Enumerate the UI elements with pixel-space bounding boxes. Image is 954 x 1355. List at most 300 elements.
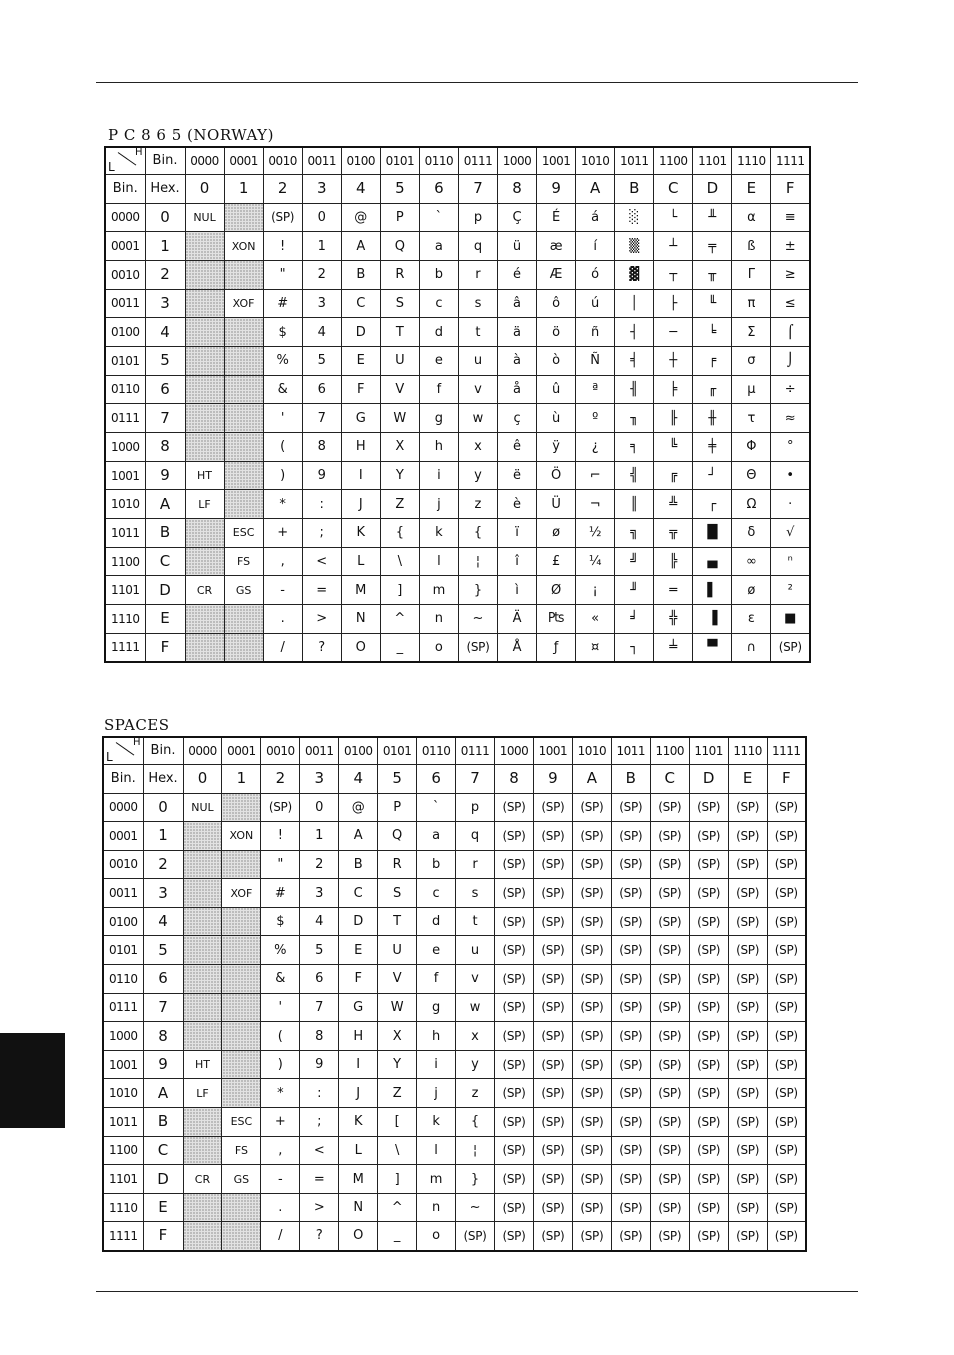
char-cell: ┼ — [654, 346, 693, 375]
char-cell: ╖ — [615, 404, 654, 433]
column-hex-header: 4 — [339, 764, 378, 793]
char-cell: U — [378, 936, 417, 965]
char-cell: (SP) — [533, 993, 572, 1022]
row-bin: 1000 — [103, 1022, 143, 1051]
char-cell: F — [341, 375, 380, 404]
char-cell: l — [419, 547, 458, 576]
char-cell — [222, 1193, 261, 1222]
char-cell: ╓ — [693, 375, 732, 404]
char-cell — [183, 1193, 222, 1222]
char-cell: J — [341, 490, 380, 519]
char-cell: º — [576, 404, 615, 433]
column-bin-header: 1001 — [533, 737, 572, 764]
column-bin-header: 0111 — [456, 737, 495, 764]
column-bin-header: 0010 — [261, 737, 300, 764]
char-cell — [185, 547, 224, 576]
char-cell: / — [263, 633, 302, 662]
char-cell: f — [419, 375, 458, 404]
column-bin-header: 0000 — [185, 147, 224, 174]
char-cell: (SP) — [650, 1165, 689, 1194]
column-hex-header: 1 — [224, 174, 263, 203]
char-cell: / — [261, 1222, 300, 1251]
char-cell: ₧ — [537, 605, 576, 634]
column-hex-header: B — [611, 764, 650, 793]
char-cell: } — [456, 1165, 495, 1194]
char-cell: (SP) — [767, 1193, 806, 1222]
char-cell: # — [261, 879, 300, 908]
column-bin-header: 0101 — [378, 737, 417, 764]
char-cell: % — [261, 936, 300, 965]
row-bin: 0000 — [105, 203, 145, 232]
row-bin-header: Bin. — [103, 764, 143, 793]
char-cell: a — [419, 232, 458, 261]
char-cell: ƒ — [537, 633, 576, 662]
header-bin-label: Bin. — [145, 147, 185, 174]
column-hex-header: 0 — [185, 174, 224, 203]
char-cell: LF — [183, 1079, 222, 1108]
char-cell — [183, 993, 222, 1022]
char-cell: (SP) — [533, 879, 572, 908]
char-cell: (SP) — [767, 907, 806, 936]
char-cell: G — [341, 404, 380, 433]
char-cell: m — [417, 1165, 456, 1194]
char-cell: n — [417, 1193, 456, 1222]
char-cell — [224, 260, 263, 289]
char-cell: (SP) — [533, 850, 572, 879]
char-cell: (SP) — [650, 993, 689, 1022]
row-hex: F — [145, 633, 185, 662]
column-hex-header: 5 — [380, 174, 419, 203]
char-cell: (SP) — [689, 879, 728, 908]
char-cell: ≥ — [771, 260, 810, 289]
column-bin-header: 0011 — [300, 737, 339, 764]
row-hex: C — [143, 1136, 183, 1165]
char-cell: ¬ — [576, 490, 615, 519]
char-cell: Ñ — [576, 346, 615, 375]
char-cell: XON — [222, 822, 261, 851]
char-cell — [224, 375, 263, 404]
char-cell: ■ — [771, 605, 810, 634]
char-cell: (SP) — [728, 850, 767, 879]
char-cell: ▀ — [693, 633, 732, 662]
char-cell: p — [456, 793, 495, 822]
char-cell: ½ — [576, 519, 615, 548]
char-cell: (SP) — [572, 793, 611, 822]
char-cell: (SP) — [767, 822, 806, 851]
char-cell: ≡ — [771, 203, 810, 232]
table-row — [105, 605, 810, 634]
char-cell — [185, 404, 224, 433]
table-row — [103, 1108, 806, 1137]
section-tab — [0, 1033, 65, 1128]
char-cell: Ö — [537, 461, 576, 490]
column-hex-header: F — [771, 174, 810, 203]
char-cell — [224, 433, 263, 462]
char-cell: E — [339, 936, 378, 965]
char-cell: ¡ — [576, 576, 615, 605]
column-bin-header: 1000 — [498, 147, 537, 174]
char-cell: (SP) — [771, 633, 810, 662]
char-cell: ! — [261, 822, 300, 851]
corner-cell — [103, 737, 143, 764]
char-cell: - — [263, 576, 302, 605]
row-bin: 1110 — [105, 605, 145, 634]
char-cell: (SP) — [650, 1050, 689, 1079]
column-hex-header: B — [615, 174, 654, 203]
char-cell: GS — [224, 576, 263, 605]
row-hex: 0 — [143, 793, 183, 822]
char-cell: ░ — [615, 203, 654, 232]
char-cell: (SP) — [650, 850, 689, 879]
char-cell: 6 — [302, 375, 341, 404]
char-cell: (SP) — [533, 1050, 572, 1079]
char-cell: (SP) — [495, 1079, 534, 1108]
char-cell: 5 — [300, 936, 339, 965]
char-cell: @ — [339, 793, 378, 822]
char-cell — [224, 203, 263, 232]
column-hex-header: A — [576, 174, 615, 203]
char-cell — [185, 346, 224, 375]
row-bin: 1011 — [103, 1108, 143, 1137]
char-cell: (SP) — [728, 1136, 767, 1165]
char-cell: ñ — [576, 318, 615, 347]
column-bin-header: 1111 — [767, 737, 806, 764]
column-bin-header: 1010 — [576, 147, 615, 174]
table-row — [105, 404, 810, 433]
header-bin-label: Bin. — [143, 737, 183, 764]
char-cell: (SP) — [767, 1136, 806, 1165]
char-cell: å — [498, 375, 537, 404]
column-bin-header: 0000 — [183, 737, 222, 764]
char-cell: (SP) — [611, 879, 650, 908]
row-bin: 0010 — [103, 850, 143, 879]
char-cell: (SP) — [611, 1165, 650, 1194]
column-bin-header: 1100 — [654, 147, 693, 174]
char-cell — [183, 879, 222, 908]
row-bin: 1111 — [105, 633, 145, 662]
char-cell: (SP) — [767, 879, 806, 908]
char-cell — [183, 907, 222, 936]
char-cell: I — [341, 461, 380, 490]
char-cell: (SP) — [728, 1079, 767, 1108]
column-hex-header: A — [572, 764, 611, 793]
char-cell: ESC — [222, 1108, 261, 1137]
char-cell — [224, 404, 263, 433]
char-cell: b — [417, 850, 456, 879]
char-cell: (SP) — [495, 1165, 534, 1194]
char-cell: ╘ — [693, 318, 732, 347]
char-cell: LF — [185, 490, 224, 519]
char-cell: (SP) — [495, 1193, 534, 1222]
char-cell: ╛ — [615, 605, 654, 634]
column-hex-header: 5 — [378, 764, 417, 793]
char-cell: ≤ — [771, 289, 810, 318]
char-cell: M — [339, 1165, 378, 1194]
char-cell: (SP) — [767, 793, 806, 822]
char-cell: J — [339, 1079, 378, 1108]
char-cell — [183, 822, 222, 851]
row-bin: 0001 — [105, 232, 145, 261]
row-hex: D — [145, 576, 185, 605]
column-bin-header: 0100 — [341, 147, 380, 174]
char-cell: (SP) — [495, 1022, 534, 1051]
char-cell: (SP) — [689, 965, 728, 994]
char-cell: Z — [378, 1079, 417, 1108]
char-cell: (SP) — [495, 936, 534, 965]
char-cell: ▓ — [615, 260, 654, 289]
char-cell: (SP) — [767, 850, 806, 879]
table-row — [103, 850, 806, 879]
row-hex: A — [143, 1079, 183, 1108]
char-cell: ╚ — [654, 433, 693, 462]
char-cell: (SP) — [611, 907, 650, 936]
char-cell: ø — [537, 519, 576, 548]
char-cell: M — [341, 576, 380, 605]
char-cell — [185, 232, 224, 261]
char-cell: ▐ — [693, 605, 732, 634]
char-cell — [224, 490, 263, 519]
char-cell: 4 — [302, 318, 341, 347]
char-cell: Æ — [537, 260, 576, 289]
char-cell — [183, 1136, 222, 1165]
row-bin: 0101 — [105, 346, 145, 375]
char-cell: NUL — [185, 203, 224, 232]
char-cell: f — [417, 965, 456, 994]
char-cell: (SP) — [572, 1165, 611, 1194]
char-cell: Θ — [732, 461, 771, 490]
column-hex-header: 7 — [456, 764, 495, 793]
char-cell: Φ — [732, 433, 771, 462]
char-cell: ╫ — [693, 404, 732, 433]
spaces-table — [102, 736, 807, 1252]
char-cell: ^ — [378, 1193, 417, 1222]
char-cell: (SP) — [572, 879, 611, 908]
char-cell: (SP) — [533, 936, 572, 965]
column-hex-header: 6 — [419, 174, 458, 203]
table-row — [103, 1050, 806, 1079]
char-cell: , — [263, 547, 302, 576]
char-cell: 7 — [300, 993, 339, 1022]
char-cell — [183, 850, 222, 879]
char-cell: (SP) — [689, 1136, 728, 1165]
char-cell: W — [378, 993, 417, 1022]
char-cell: N — [339, 1193, 378, 1222]
table-row — [105, 232, 810, 261]
char-cell: ì — [498, 576, 537, 605]
char-cell: (SP) — [767, 1165, 806, 1194]
char-cell — [222, 850, 261, 879]
char-cell: ∩ — [732, 633, 771, 662]
char-cell: (SP) — [767, 993, 806, 1022]
char-cell: ' — [263, 404, 302, 433]
row-hex: 4 — [145, 318, 185, 347]
char-cell: ä — [498, 318, 537, 347]
column-hex-header: 9 — [533, 764, 572, 793]
char-cell: (SP) — [650, 936, 689, 965]
char-cell: í — [576, 232, 615, 261]
char-cell: ~ — [456, 1193, 495, 1222]
char-cell: ┌ — [693, 490, 732, 519]
char-cell: A — [339, 822, 378, 851]
char-cell: < — [302, 547, 341, 576]
char-cell: (SP) — [611, 1108, 650, 1137]
char-cell — [224, 346, 263, 375]
char-cell: N — [341, 605, 380, 634]
char-cell: (SP) — [533, 793, 572, 822]
char-cell: ÿ — [537, 433, 576, 462]
char-cell: (SP) — [572, 936, 611, 965]
char-cell: ¦ — [458, 547, 497, 576]
table-row — [103, 1136, 806, 1165]
char-cell: ë — [498, 461, 537, 490]
char-cell: (SP) — [728, 1165, 767, 1194]
column-hex-header: 1 — [222, 764, 261, 793]
char-cell: C — [339, 879, 378, 908]
char-cell: (SP) — [728, 822, 767, 851]
row-hex-header: Hex. — [145, 174, 185, 203]
char-cell: u — [458, 346, 497, 375]
char-cell: (SP) — [728, 965, 767, 994]
char-cell: ⌐ — [576, 461, 615, 490]
char-cell: Γ — [732, 260, 771, 289]
char-cell: é — [498, 260, 537, 289]
char-cell: (SP) — [533, 1193, 572, 1222]
char-cell: O — [339, 1222, 378, 1251]
char-cell: (SP) — [495, 965, 534, 994]
char-cell: (SP) — [689, 1222, 728, 1251]
char-cell: τ — [732, 404, 771, 433]
char-cell: (SP) — [533, 907, 572, 936]
char-cell: (SP) — [650, 879, 689, 908]
char-cell: ┘ — [693, 461, 732, 490]
row-bin: 0111 — [105, 404, 145, 433]
char-cell: ─ — [654, 318, 693, 347]
char-cell: (SP) — [689, 1108, 728, 1137]
column-hex-header: 4 — [341, 174, 380, 203]
row-hex: 3 — [143, 879, 183, 908]
table-row — [103, 879, 806, 908]
char-cell: Z — [380, 490, 419, 519]
char-cell: (SP) — [572, 822, 611, 851]
column-bin-header: 1001 — [537, 147, 576, 174]
char-cell: (SP) — [728, 1050, 767, 1079]
char-cell: x — [456, 1022, 495, 1051]
char-cell: CR — [185, 576, 224, 605]
row-hex: 9 — [145, 461, 185, 490]
char-cell: à — [498, 346, 537, 375]
char-cell: (SP) — [495, 879, 534, 908]
table-row — [103, 822, 806, 851]
table-row — [103, 1193, 806, 1222]
column-hex-header: E — [732, 174, 771, 203]
row-bin: 1101 — [105, 576, 145, 605]
char-cell: w — [456, 993, 495, 1022]
char-cell: è — [498, 490, 537, 519]
char-cell — [183, 1108, 222, 1137]
char-cell: s — [458, 289, 497, 318]
char-cell: c — [417, 879, 456, 908]
char-cell: ? — [300, 1222, 339, 1251]
column-hex-header: 8 — [498, 174, 537, 203]
char-cell: ¤ — [576, 633, 615, 662]
char-cell: ╠ — [654, 547, 693, 576]
char-cell: ╙ — [693, 289, 732, 318]
char-cell: (SP) — [767, 1079, 806, 1108]
char-cell — [185, 260, 224, 289]
char-cell: = — [300, 1165, 339, 1194]
row-bin: 0110 — [103, 965, 143, 994]
char-cell: (SP) — [689, 1165, 728, 1194]
char-cell: (SP) — [572, 1050, 611, 1079]
char-cell — [224, 633, 263, 662]
char-cell: (SP) — [611, 1079, 650, 1108]
char-cell: (SP) — [572, 965, 611, 994]
char-cell: σ — [732, 346, 771, 375]
char-cell: (SP) — [533, 1136, 572, 1165]
char-cell: (SP) — [650, 1136, 689, 1165]
char-cell: " — [261, 850, 300, 879]
char-cell: ü — [498, 232, 537, 261]
char-cell: (SP) — [533, 1165, 572, 1194]
char-cell: ╤ — [693, 232, 732, 261]
char-cell: & — [261, 965, 300, 994]
corner-slash — [116, 742, 135, 755]
table-row — [103, 1222, 806, 1251]
top-rule — [96, 82, 858, 83]
char-cell: Ü — [537, 490, 576, 519]
char-cell: o — [419, 633, 458, 662]
char-cell: l — [417, 1136, 456, 1165]
char-cell: Q — [378, 822, 417, 851]
char-cell: (SP) — [650, 907, 689, 936]
row-hex: 1 — [145, 232, 185, 261]
char-cell: ( — [261, 1022, 300, 1051]
char-cell: √ — [771, 519, 810, 548]
char-cell: 3 — [300, 879, 339, 908]
char-cell: k — [417, 1108, 456, 1137]
char-cell: , — [261, 1136, 300, 1165]
column-bin-header: 1010 — [572, 737, 611, 764]
char-cell: ╝ — [615, 547, 654, 576]
column-bin-header: 1011 — [611, 737, 650, 764]
char-cell: r — [458, 260, 497, 289]
char-cell: I — [339, 1050, 378, 1079]
char-cell: HT — [183, 1050, 222, 1079]
char-cell: ├ — [654, 289, 693, 318]
char-cell: . — [261, 1193, 300, 1222]
char-cell: ^ — [380, 605, 419, 634]
char-cell: î — [498, 547, 537, 576]
char-cell: ╥ — [693, 260, 732, 289]
char-cell: FS — [224, 547, 263, 576]
char-cell: (SP) — [689, 1022, 728, 1051]
row-bin: 0011 — [105, 289, 145, 318]
corner-slash — [118, 152, 137, 165]
table-row — [105, 547, 810, 576]
char-cell: X — [380, 433, 419, 462]
row-hex: 9 — [143, 1050, 183, 1079]
row-hex: 1 — [143, 822, 183, 851]
column-bin-header: 1101 — [693, 147, 732, 174]
char-cell: █ — [693, 519, 732, 548]
char-cell: (SP) — [611, 793, 650, 822]
char-cell: D — [341, 318, 380, 347]
char-cell: > — [302, 605, 341, 634]
corner-cell — [105, 147, 145, 174]
corner-l-label: L — [106, 749, 113, 764]
char-cell — [222, 965, 261, 994]
char-cell: (SP) — [611, 1050, 650, 1079]
